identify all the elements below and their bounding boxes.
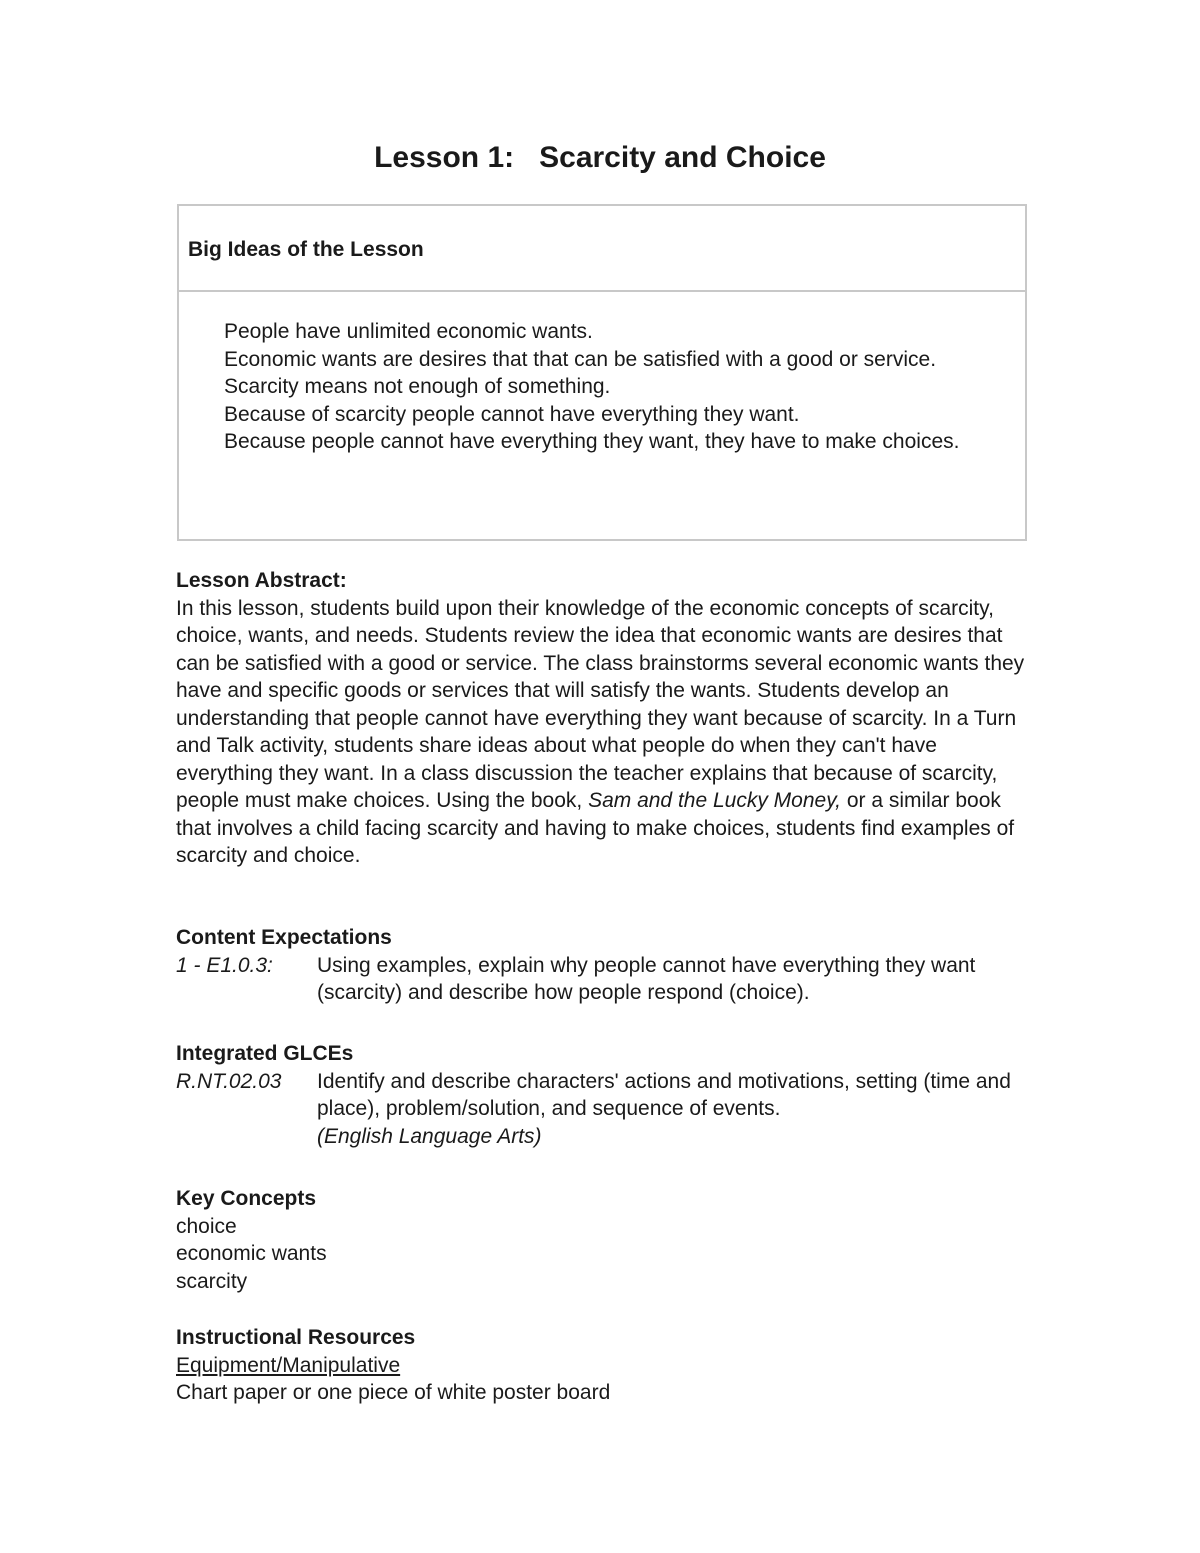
big-ideas-heading: Big Ideas of the Lesson — [188, 238, 424, 261]
key-concepts-section — [176, 1185, 1036, 1295]
page-title: Lesson 1: Scarcity and Choice — [374, 141, 826, 174]
abstract-text-after: or a similar book that involves a child facing scarcity and having to make choices, students find examples of scarcity and choice. — [176, 789, 1015, 867]
instructional-resources-heading: Instructional Resources — [176, 1326, 416, 1349]
big-idea-item: Because people cannot have everything they want, they have to make choices. — [224, 430, 960, 453]
expectation-code: 1 - E1.0.3: — [176, 953, 273, 977]
glce-subject: (English Language Arts) — [317, 1124, 542, 1148]
lesson-abstract-text — [176, 595, 1036, 870]
big-ideas-list — [224, 318, 964, 456]
big-ideas-header — [179, 206, 1025, 292]
key-concept-item: scarcity — [176, 1269, 248, 1293]
integrated-glces-heading: Integrated GLCEs — [176, 1042, 354, 1065]
content-expectations-heading: Content Expectations — [176, 926, 392, 949]
big-idea-item: Because of scarcity people cannot have everything they want. — [224, 402, 800, 426]
glce-row — [176, 1068, 1036, 1151]
key-concept-item: economic wants — [176, 1242, 327, 1265]
integrated-glces-section — [176, 1040, 1036, 1150]
instructional-resources-section — [176, 1324, 1036, 1407]
big-idea-item: Scarcity means not enough of something. — [224, 375, 611, 398]
big-idea-item: Economic wants are desires that that can be satisfied with a good or service. — [224, 347, 937, 371]
key-concept-item: choice — [176, 1214, 237, 1238]
abstract-text-before: In this lesson, students build upon their knowledge of the economic concepts of scarcity, choice, wants, and needs. Students review the idea that economic wants are desires that can be satisfied with a good or service. The class brainstorms several economic wants they have and specific goods or services that will satisfy the wants. Students develop an understanding that people cannot have everything they want because of scarcity. In a Turn and Talk activity, students share ideas about what people do when they can't have everything they want. In a class discussion the teacher explains that because of scarcity, people must make choices. Using the book, — [176, 596, 1025, 812]
lesson-abstract-section — [176, 567, 1036, 870]
big-idea-item: People have unlimited economic wants. — [224, 320, 593, 343]
big-ideas-box — [177, 204, 1027, 541]
content-expectation-row — [176, 952, 1036, 1007]
expectation-description: Using examples, explain why people cannot have everything they want (scarcity) and describe how people respond (choice). — [317, 953, 976, 1004]
glce-code: R.NT.02.03 — [176, 1069, 282, 1093]
book-title: Sam and the Lucky Money, — [588, 789, 841, 812]
key-concepts-heading: Key Concepts — [176, 1187, 317, 1210]
content-expectations-section — [176, 924, 1036, 1007]
lesson-abstract-heading: Lesson Abstract: — [176, 569, 347, 592]
glce-description: Identify and describe characters' actions and motivations, setting (time and place), problem/solution, and sequence of events. — [317, 1069, 1011, 1120]
glce-description-block — [317, 1068, 1036, 1151]
resource-item: Chart paper or one piece of white poster board — [176, 1381, 611, 1404]
equipment-subheading: Equipment/Manipulative — [176, 1353, 401, 1377]
